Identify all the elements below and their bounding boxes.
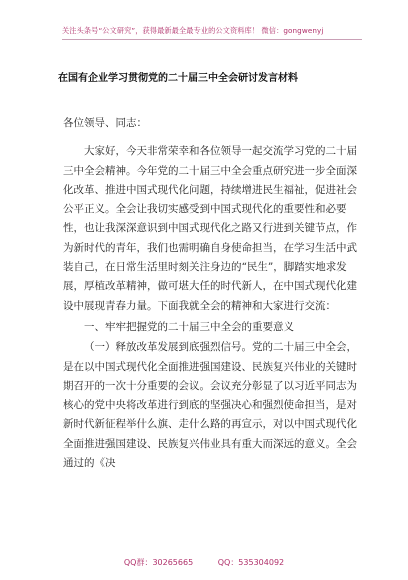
footer-qq-group: QQ群：30265665	[123, 558, 194, 567]
footer-contacts	[0, 557, 408, 568]
header-banner: 关注头条号“公文研究”，获得最新最全最专业的公文资料库！ 微信：gongwenyj	[62, 26, 362, 40]
greeting: 各位领导、同志：	[63, 117, 147, 129]
paragraph: （一）释放改革发展到底强烈信号。党的二十届三中全会，是在以中国式现代化全面推进强国建设、民族复兴伟业的关键时期召开的一次十分重要的会议。会议充分彰显了以习近平同志为核心的党中央将改革进行到底的坚强决心和强烈使命担当，是对新时代新征程举什么旗、走什么路的再宣示，对以中国式现代化全面推进强国建设、民族复兴伟业具有重大而深远的意义。全会通过的《决	[63, 341, 357, 470]
document-body	[63, 114, 359, 473]
document-title: 在国有企业学习贯彻党的二十届三中全会研讨发言材料	[58, 73, 298, 84]
paragraph: 大家好，今天非常荣幸和各位领导一起交流学习党的二十届三中全会精神。今年党的二十届三中全会重点研究进一步全面深化改革、推进中国式现代化问题，持续增进民生福祉，促进社会公平正义。全会让我切实感受到中国式现代化的重要性和必要性，也让我深深意识到中国式现代化之路又行进到关键节点，作为新时代的青年，我们也需明确自身使命担当，在学习生活中武装自己，在日常生活里时刻关注身边的“民生”，脚踏实地求发展，厚植改革精神，做可堪大任的时代新人，在中国式现代化建设中展现青春力量。下面我就全会的精神和大家进行交流：	[63, 145, 357, 312]
footer-qq: QQ：535304092	[217, 558, 285, 567]
section-heading: 一、牢牢把握党的二十届三中全会的重要意义	[84, 320, 294, 333]
